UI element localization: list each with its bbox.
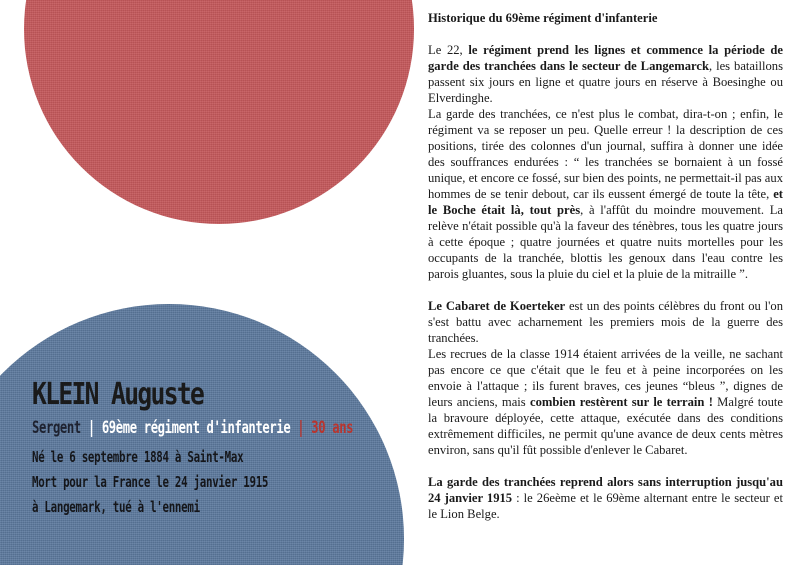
bold-text: combien restèrent sur le terrain ! — [529, 395, 713, 409]
bold-text: La garde des tranchées reprend alors sans interruption jusqu'au 24 janvier 1915 — [428, 475, 783, 505]
text-run: , à l'affût du moindre mouvement. La relève n'était possible qu'à la faveur des ténèbres, tous les quatre jours à cette époque ; quatre journées et quatre nuits mortelles pour les occupants de la tranchée, blottis les genoux dans l'eau contre les parois gluantes, sous la pluie du ciel et la pluie de la mitraille ”. — [428, 203, 783, 281]
history-heading: Historique du 69ème régiment d'infanterie — [428, 11, 658, 25]
text-run: Les recrues de la classe 1914 étaient arrivées de la veille, ne sachant pas encore ce que c'était que le feu et à peine incorporées on les envoie à l'attaque ; ils furent braves, ces jeunes “bleus ”, dignes de leurs anciens, mais — [428, 347, 783, 409]
history-text — [428, 10, 783, 522]
soldier-details — [32, 445, 412, 520]
death-line: Mort pour la France le 24 janvier 1915 — [32, 473, 269, 491]
soldier-age: 30 ans — [311, 418, 354, 437]
separator: | — [297, 418, 305, 437]
history-paragraph — [428, 474, 783, 522]
history-paragraph — [428, 346, 783, 458]
soldier-info — [32, 378, 412, 520]
death-place-line: à Langemark, tué à l'ennemi — [32, 498, 200, 516]
separator: | — [87, 418, 95, 437]
history-paragraph — [428, 106, 783, 282]
soldier-regiment: 69ème régiment d'infanterie — [101, 418, 291, 437]
soldier-name: KLEIN Auguste — [32, 377, 204, 412]
birth-line: Né le 6 septembre 1884 à Saint-Max — [32, 448, 244, 466]
red-circle-decoration — [24, 0, 414, 224]
text-run: : le 26eème et le 69ème alternant entre le secteur et le Lion Belge. — [428, 491, 783, 521]
bold-text: et le Boche était là, tout près — [428, 187, 783, 217]
bold-text: Le Cabaret de Koerteker — [428, 299, 566, 313]
soldier-rank: Sergent — [32, 418, 81, 437]
text-run: Malgré toute la bravoure déployée, cette attaque, exécutée dans des conditions extrêmement difficiles, ne permit qu'une avance de deux cents mètres environ, sans qu'il fût possible d'enlever le Cabaret. — [428, 395, 783, 457]
text-run: , les bataillons passent six jours en ligne et quatre jours en réserve à Boesinghe ou Elverdinghe. — [428, 59, 783, 105]
history-paragraph — [428, 298, 783, 346]
bold-text: le régiment prend les lignes et commence la période de garde des tranchées dans le secteur de Langemarck — [428, 43, 783, 73]
history-paragraph — [428, 42, 783, 106]
rank-line — [32, 418, 354, 437]
text-run: Le 22, — [428, 43, 469, 57]
text-run: est un des points célèbres du front ou l'on s'est battu avec acharnement les premiers mois de la guerre des tranchées. — [428, 299, 783, 345]
text-run: La garde des tranchées, ce n'est plus le combat, dira-t-on ; enfin, le régiment va se reposer un peu. Quelle erreur ! la description de ces positions, tirée des colonnes d'un journal, suffira à donner une idée des souffrances endurées : “ les tranchées se bornaient à un fossé unique, et encore ce fossé, sur bien des points, ne permettait-il pas aux hommes de se tenir debout, car ils eussent émergé de toute la tête, — [428, 107, 783, 201]
